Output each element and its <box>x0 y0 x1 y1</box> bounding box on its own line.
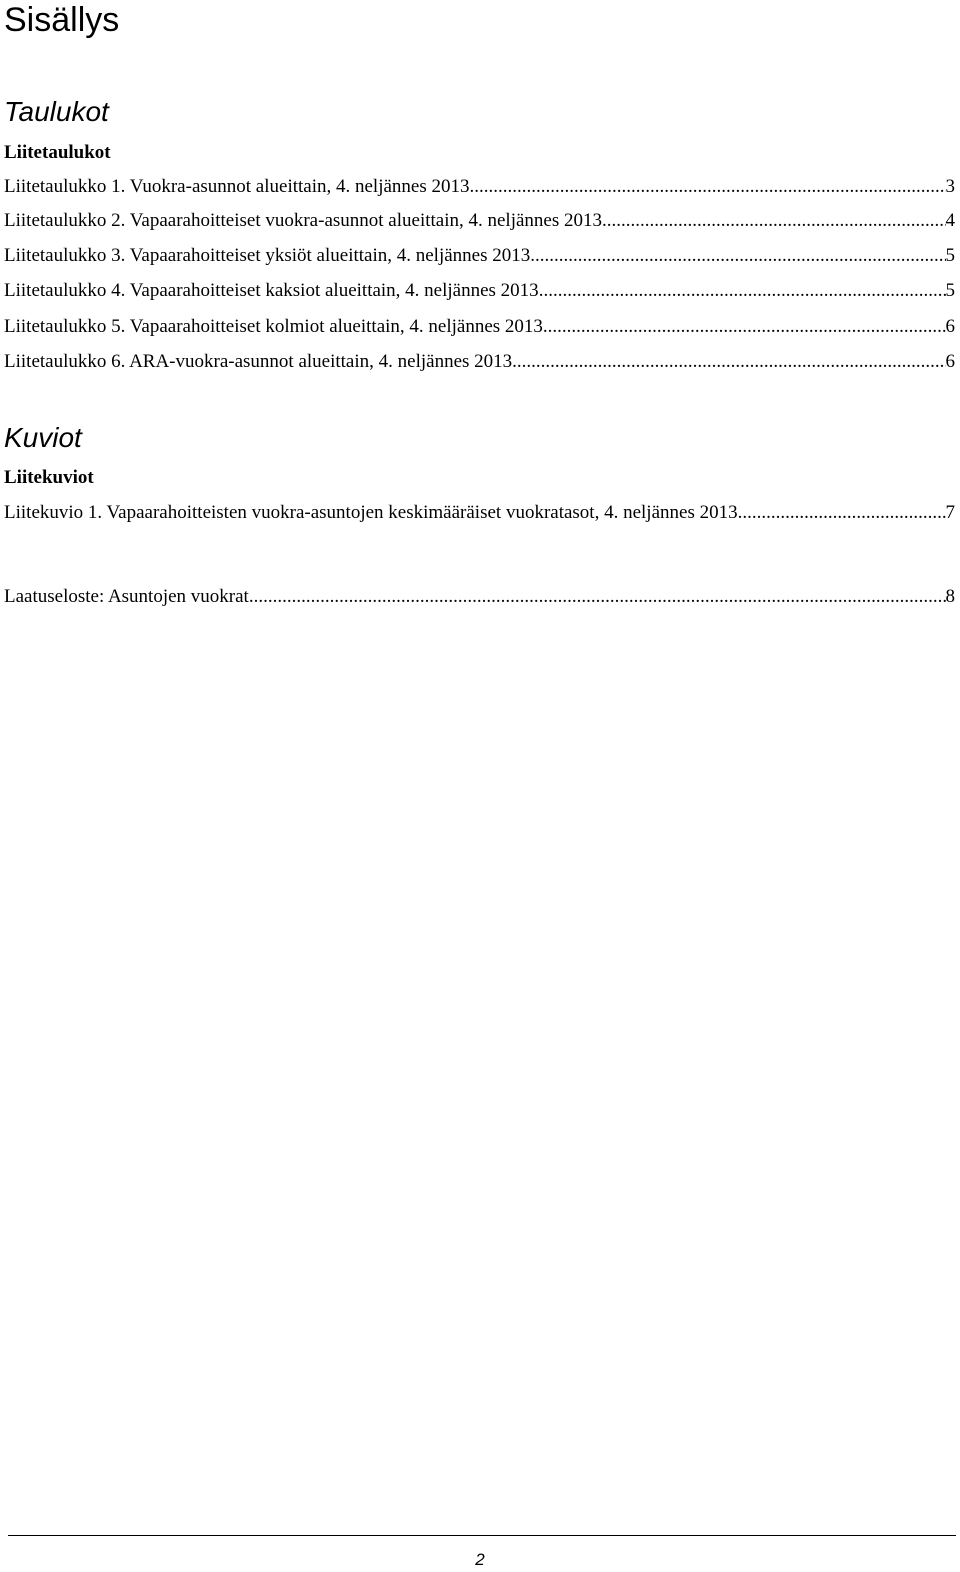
footer-divider <box>8 1535 956 1536</box>
toc-page-number: 3 <box>945 176 955 197</box>
toc-entry-table-6[interactable] <box>4 351 955 373</box>
dot-leader <box>602 210 946 232</box>
toc-entry-figure-1[interactable] <box>4 502 955 524</box>
toc-page-number: 6 <box>945 351 955 372</box>
toc-entry-table-3[interactable] <box>4 245 955 267</box>
footer-page-number: 2 <box>475 1550 485 1569</box>
toc-page-number: 7 <box>945 502 955 523</box>
dot-leader <box>543 316 946 338</box>
page-title: Sisällys <box>4 1 120 39</box>
dot-leader <box>530 245 945 267</box>
section-heading-tables: Taulukot <box>4 96 109 127</box>
toc-entry-text: Laatuseloste: Asuntojen vuokrat <box>4 586 249 607</box>
section-heading-figures: Kuviot <box>4 422 82 453</box>
toc-entry-text: Liitekuvio 1. Vapaarahoitteisten vuokra-asuntojen keskimääräiset vuokratasot, 4. neljännes 2013 <box>4 502 738 523</box>
toc-entry-table-1[interactable] <box>4 176 955 198</box>
dot-leader <box>470 176 946 198</box>
toc-page-number: 8 <box>945 586 955 607</box>
subheading-appendix-figures: Liitekuviot <box>4 467 94 488</box>
dot-leader <box>512 351 945 373</box>
toc-entry-quality-description[interactable] <box>4 586 955 608</box>
subheading-appendix-tables: Liitetaulukot <box>4 142 111 163</box>
toc-entry-text: Liitetaulukko 6. ARA-vuokra-asunnot alueittain, 4. neljännes 2013 <box>4 351 513 372</box>
toc-page-number: 6 <box>945 316 955 337</box>
dot-leader <box>738 502 946 524</box>
toc-entry-table-5[interactable] <box>4 316 955 338</box>
toc-entry-table-2[interactable] <box>4 210 955 232</box>
dot-leader <box>539 280 946 302</box>
toc-page-number: 4 <box>945 210 955 231</box>
toc-page-number: 5 <box>945 245 955 266</box>
toc-entry-table-4[interactable] <box>4 280 955 302</box>
toc-page-number: 5 <box>945 280 955 301</box>
toc-entry-text: Liitetaulukko 4. Vapaarahoitteiset kaksiot alueittain, 4. neljännes 2013 <box>4 280 539 301</box>
toc-entry-text: Liitetaulukko 5. Vapaarahoitteiset kolmiot alueittain, 4. neljännes 2013 <box>4 316 543 337</box>
toc-entry-text: Liitetaulukko 2. Vapaarahoitteiset vuokra-asunnot alueittain, 4. neljännes 2013 <box>4 210 602 231</box>
toc-entry-text: Liitetaulukko 1. Vuokra-asunnot alueittain, 4. neljännes 2013 <box>4 176 470 197</box>
dot-leader <box>249 586 946 608</box>
toc-entry-text: Liitetaulukko 3. Vapaarahoitteiset yksiöt alueittain, 4. neljännes 2013 <box>4 245 531 266</box>
